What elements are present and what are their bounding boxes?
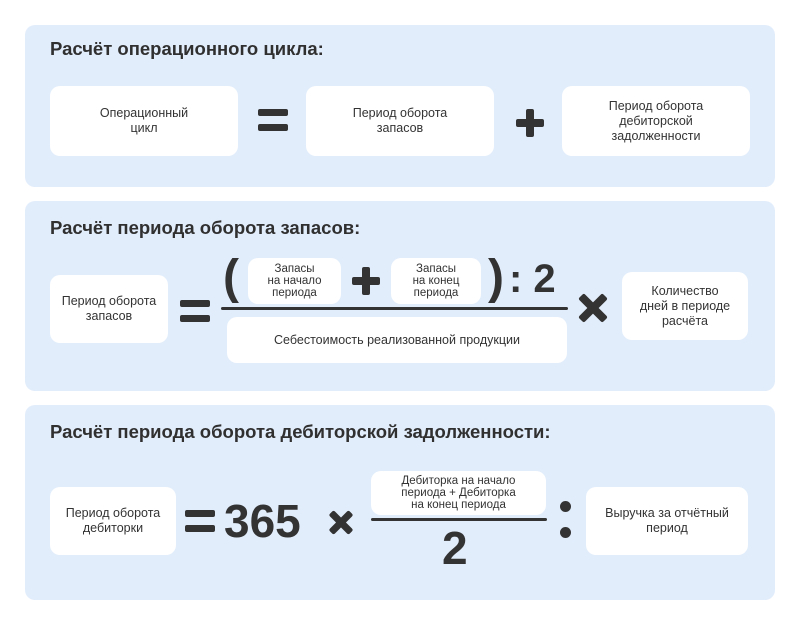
- equals-icon: [180, 300, 210, 322]
- panel-title: Расчёт периода оборота дебиторской задолженности:: [50, 421, 551, 442]
- panel-title: Расчёт периода оборота запасов:: [50, 217, 361, 238]
- close-paren: ): [488, 251, 504, 304]
- plus-icon: [516, 109, 544, 137]
- denominator-two: 2: [442, 522, 468, 574]
- stock-end-box: Запасы на конец периода: [391, 258, 481, 304]
- panel-operating-cycle: [25, 25, 775, 187]
- equals-icon: [258, 109, 288, 131]
- fraction-line: [371, 518, 547, 521]
- receivables-period-box: Период оборота дебиторской задолженности: [562, 86, 750, 156]
- receivables-sum-box: Дебиторка на начало периода + Дебиторка на конец периода: [371, 471, 546, 515]
- plus-icon: [352, 267, 380, 295]
- revenue-box: Выручка за отчётный период: [586, 487, 748, 555]
- receivables-period-result-box: Период оборота дебиторки: [50, 487, 176, 555]
- divide-by-two: : 2: [509, 257, 556, 301]
- open-paren: (: [223, 251, 239, 304]
- colon-icon: [560, 501, 572, 539]
- times-icon: [329, 511, 353, 535]
- equals-icon: [185, 510, 215, 532]
- inventory-period-box: Период оборота запасов: [306, 86, 494, 156]
- panel-inventory-turnover: [25, 201, 775, 391]
- times-icon: [578, 293, 608, 323]
- operating-cycle-box: Операционный цикл: [50, 86, 238, 156]
- inventory-period-result-box: Период оборота запасов: [50, 275, 168, 343]
- stock-start-box: Запасы на начало периода: [248, 258, 341, 304]
- fraction-line: [221, 307, 568, 310]
- days-in-period-box: Количество дней в периоде расчёта: [622, 272, 748, 340]
- cost-of-sales-box: Себестоимость реализованной продукции: [227, 317, 567, 363]
- multiplier-365: 365: [224, 495, 301, 547]
- panel-title: Расчёт операционного цикла:: [50, 38, 324, 59]
- panel-receivables-turnover: [25, 405, 775, 600]
